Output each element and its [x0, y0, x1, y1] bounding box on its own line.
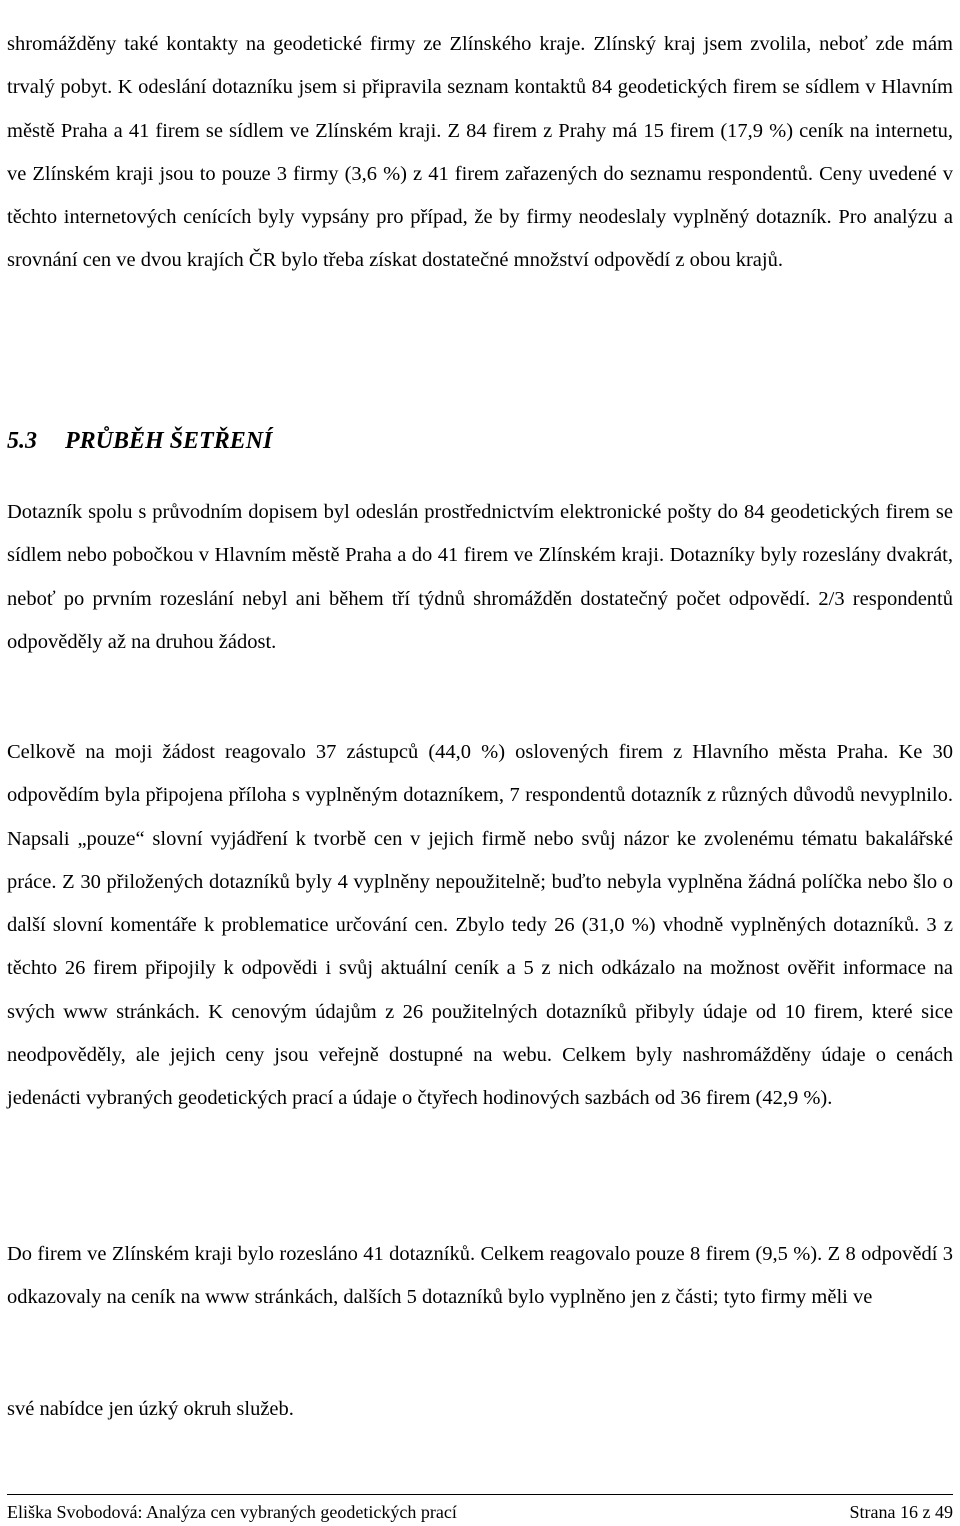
footer-author-title: Eliška Svobodová: Analýza cen vybraných geodetických prací	[7, 1502, 457, 1522]
section-heading	[7, 420, 272, 463]
paragraph-intro: shromážděny také kontakty na geodetické firmy ze Zlínského kraje. Zlínský kraj jsem zvolila, neboť zde mám trvalý pobyt. K odeslání dotazníku jsem si připravila seznam kontaktů 84 geodetických firem se sídlem v Hlavním městě Praha a 41 firem se sídlem ve Zlínském kraji. Z 84 firem z Prahy má 15 firem (17,9 %) ceník na internetu, ve Zlínském kraji jsou to pouze 3 firmy (3,6 %) z 41 firem zařazených do seznamu respondentů. Ceny uvedené v těchto internetových cenících byly vypsány pro případ, že by firmy neodeslaly vyplněný dotazník. Pro analýzu a srovnání cen ve dvou krajích ČR bylo třeba získat dostatečné množství odpovědí z obou krajů.	[7, 33, 953, 272]
section-title: PRŮBĚH ŠETŘENÍ	[65, 428, 273, 454]
section-number: 5.3	[7, 428, 37, 454]
footer-page-number: Strana 16 z 49	[849, 1502, 953, 1522]
paragraph-zlin-continuation: své nabídce jen úzký okruh služeb.	[7, 1398, 294, 1420]
paragraph-dotaznik: Dotazník spolu s průvodním dopisem byl odeslán prostřednictvím elektronické pošty do 84 geodetických firem se sídlem nebo pobočkou v Hlavním městě Praha a do 41 firem ve Zlínském kraji. Dotazníky byly rozeslány dvakrát, neboť po prvním rozeslání nebyl ani během tří týdnů shromážděn dostatečný počet odpovědí. 2/3 respondentů odpověděly až na druhou žádost.	[7, 501, 953, 653]
paragraph-praha-results: Celkově na moji žádost reagovalo 37 zástupců (44,0 %) oslovených firem z Hlavního města Praha. Ke 30 odpovědím byla připojena příloha s vyplněným dotazníkem, 7 respondentů dotazník z různých důvodů nevyplnilo. Napsali „pouze“ slovní vyjádření k tvorbě cen v jejich firmě nebo svůj názor ke zvolenému tématu bakalářské práce. Z 30 přiložených dotazníků byly 4 vyplněny nepoužitelně; buďto nebyla vyplněna žádná políčka nebo šlo o další slovní komentáře k problematice určování cen. Zbylo tedy 26 (31,0 %) vhodně vyplněných dotazníků. 3 z těchto 26 firem připojily k odpovědi i svůj aktuální ceník a 5 z nich odkázalo na možnost ověřit informace na svých www stránkách. K cenovým údajům z 26 použitelných dotazníků přibyly údaje od 10 firem, které sice neodpověděly, ale jejich ceny jsou veřejně dostupné na webu. Celkem byly nashromážděny údaje o cenách jedenácti vybraných geodetických prací a údaje o čtyřech hodinových sazbách od 36 firem (42,9 %).	[7, 741, 953, 1110]
paragraph-zlin-results: Do firem ve Zlínském kraji bylo rozesláno 41 dotazníků. Celkem reagovalo pouze 8 firem (9,5 %). Z 8 odpovědí 3 odkazovaly na ceník na www stránkách, dalších 5 dotazníků bylo vyplněno jen z části; tyto firmy měli ve	[7, 1243, 953, 1309]
footer-divider	[7, 1494, 953, 1495]
